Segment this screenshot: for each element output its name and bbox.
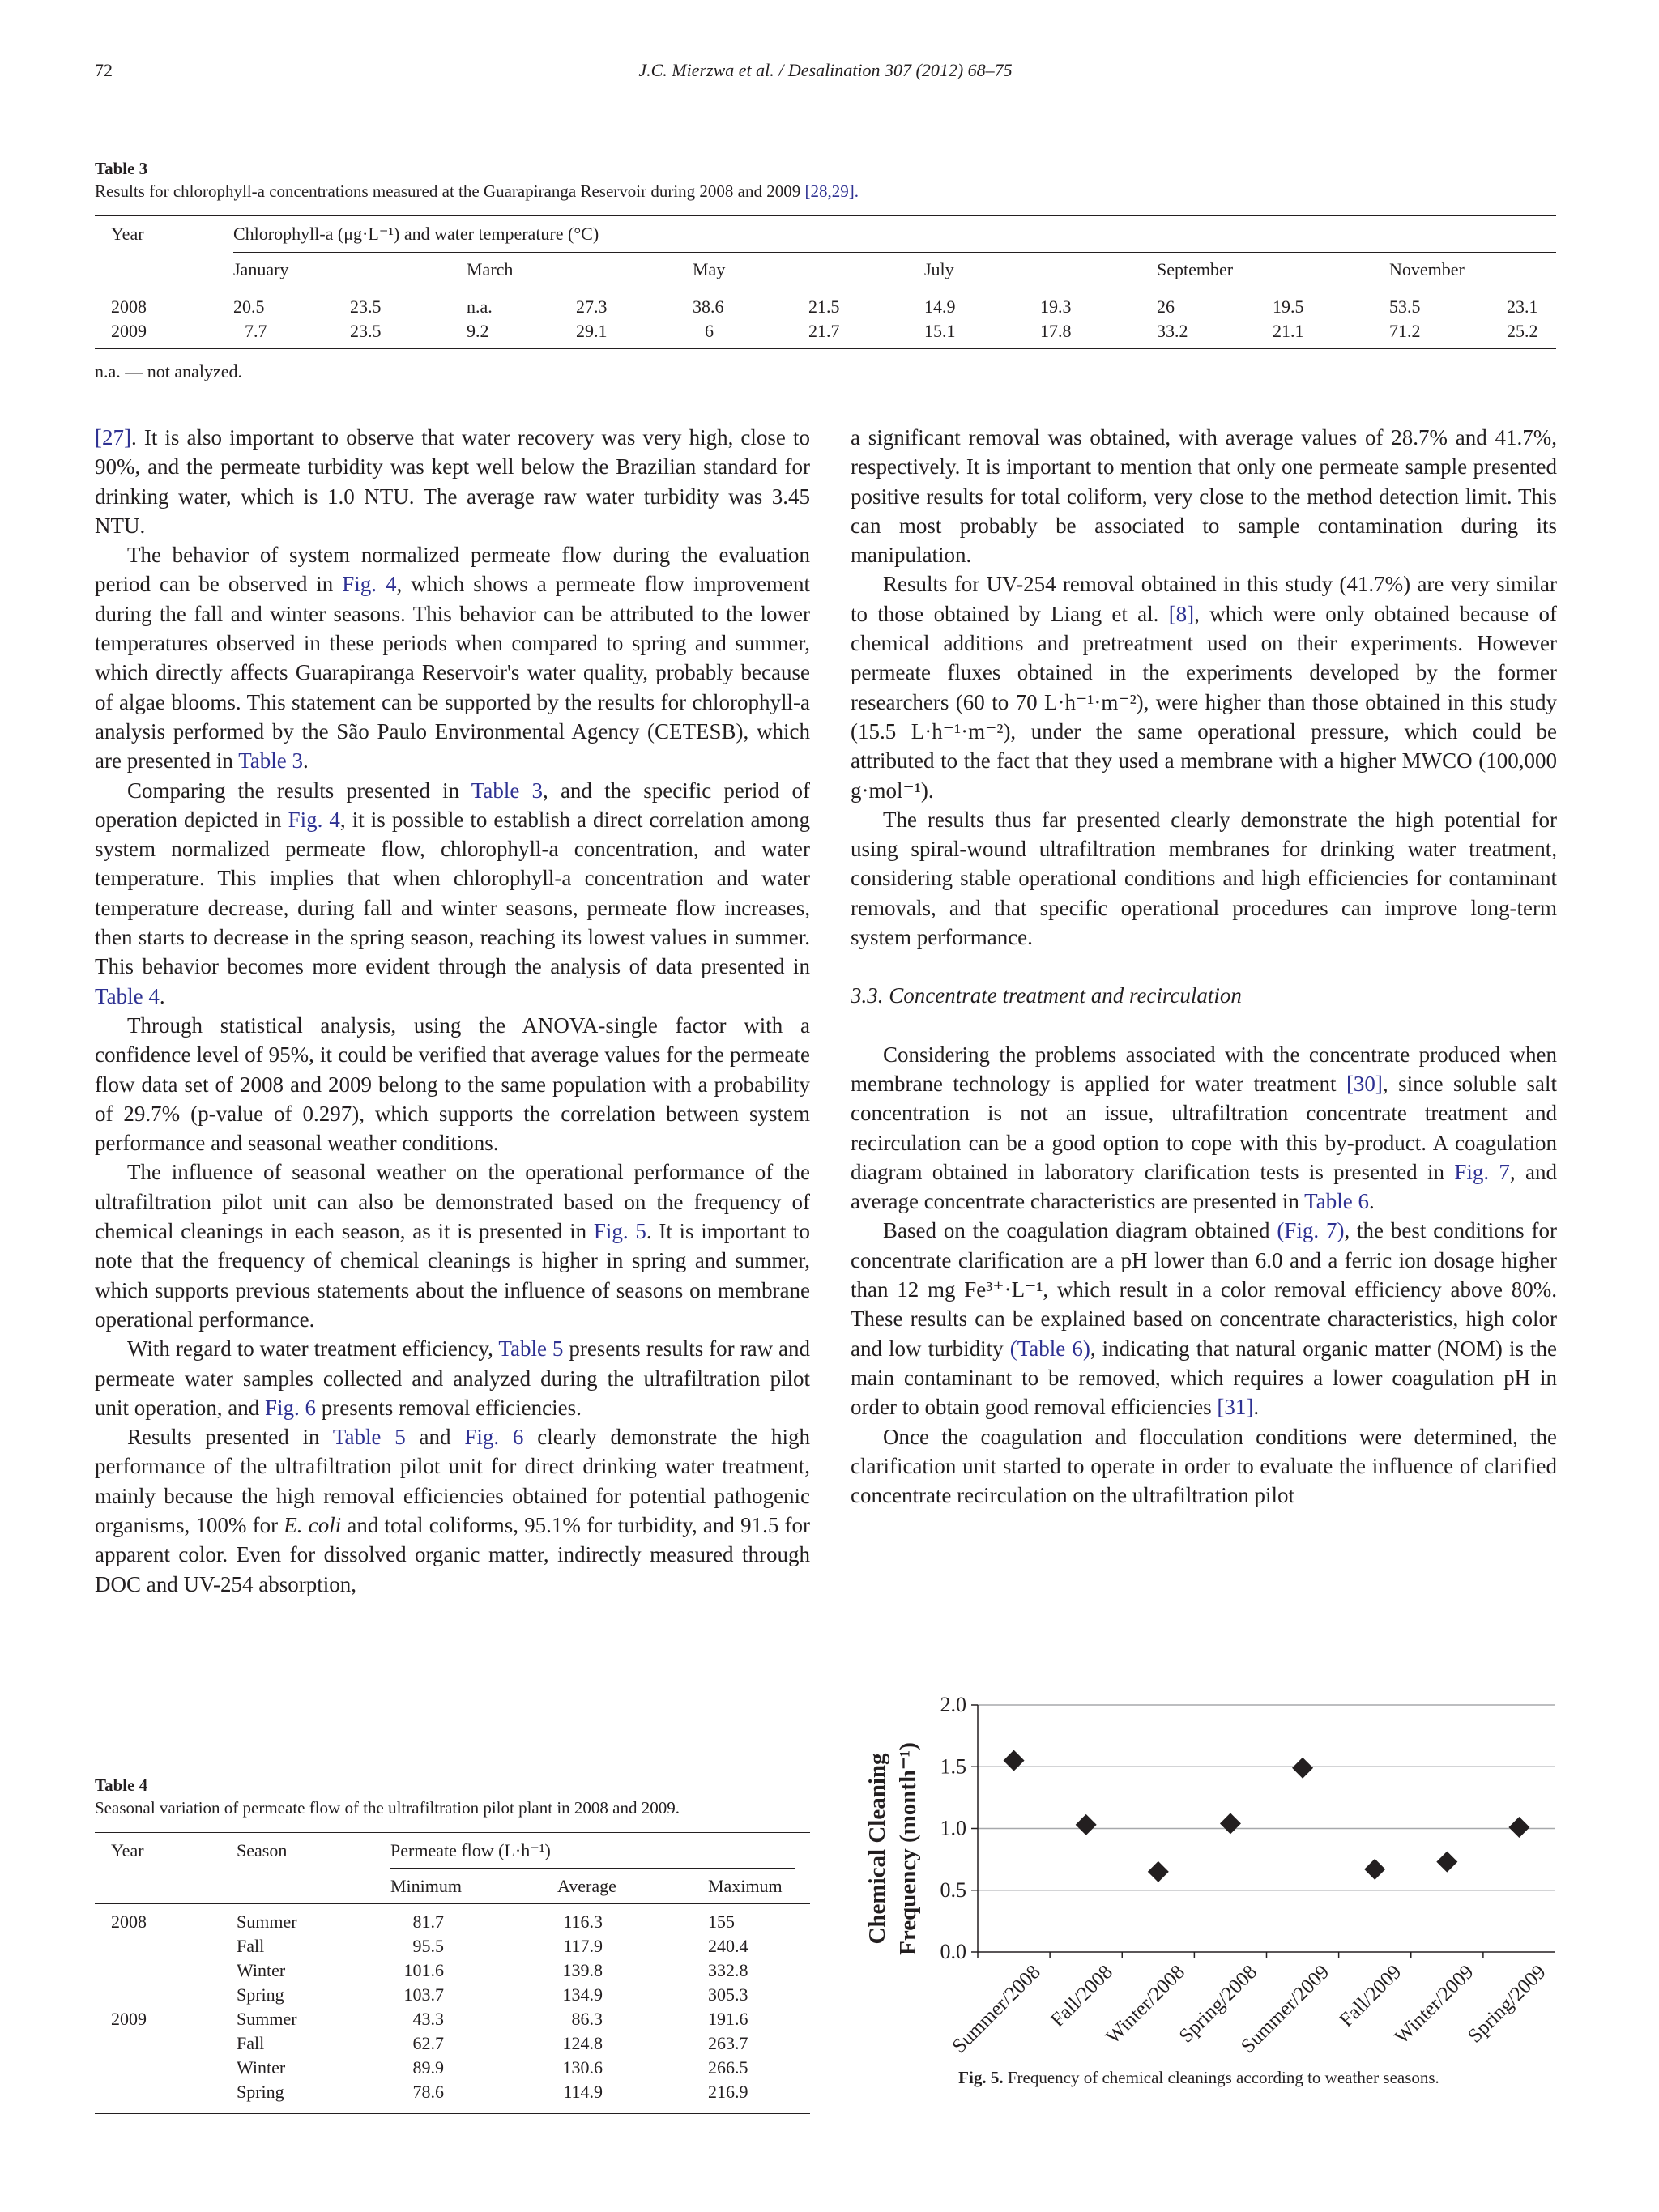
table-link[interactable]: Table 5 xyxy=(332,1425,406,1450)
paragraph xyxy=(95,540,810,775)
table4-min: 89.9 xyxy=(412,2057,444,2078)
paragraph xyxy=(95,776,810,1011)
table4-subheader: Maximum xyxy=(708,1876,783,1896)
paragraph-text: . xyxy=(159,983,165,1008)
paragraph-text: Results presented in xyxy=(127,1425,333,1450)
x-tick-label: Winter/2008 xyxy=(1102,1961,1190,2048)
data-point xyxy=(1508,1817,1529,1838)
paragraph-text: Through statistical analysis, using the ANOVA-single factor with a confidence level of 95%, it could be verified that average values for the permeate flow data set of 2008 and 2009 belong to the same population with a probability of 29.7% (p-value of 0.297), which supports the correlation between system performance and seasonal weather conditions. xyxy=(95,1012,810,1156)
paragraph-text: . xyxy=(1253,1395,1260,1420)
paragraph-text: Based on the coagulation diagram obtained xyxy=(883,1218,1277,1243)
table4-season: Winter xyxy=(237,1960,286,1980)
table3-group-header: Chlorophyll-a (μg·L⁻¹) and water temperature (°C) xyxy=(233,224,599,244)
table3-cell: 9.2 xyxy=(467,321,489,341)
paragraph-text: Results for UV-254 removal obtained in this study (41.7%) are very similar to those obtained by Liang et al. xyxy=(851,572,1557,626)
paragraph-text: Comparing the results presented in xyxy=(127,778,471,803)
table4-avg: 124.8 xyxy=(562,2033,603,2053)
paragraph-text: The influence of seasonal weather on the operational performance of the ultrafiltration pilot unit can also be demonstrated based on the frequency of chemical cleanings in each season, as it is presented in xyxy=(95,1160,810,1244)
table4-caption-text: Seasonal variation of permeate flow of the ultrafiltration pilot plant in 2008 and 2009. xyxy=(95,1798,680,1818)
paragraph xyxy=(851,1040,1557,1217)
data-point xyxy=(1436,1852,1457,1873)
section-heading: 3.3. Concentrate treatment and recirculation xyxy=(851,983,1242,1008)
table4-max: 332.8 xyxy=(708,1960,748,1980)
paragraph xyxy=(95,1011,810,1157)
table3-bottom-rule xyxy=(95,348,1556,349)
table3-month: July xyxy=(924,259,954,279)
paragraph-text: , the best conditions for concentrate clarification are a pH lower than 6.0 and a ferric ion dosage higher than 12 mg Fe³⁺·L⁻¹, which result in a color removal efficiency above 80%. These results can be explained based on concentrate characteristics, high color and low turbidity xyxy=(851,1218,1558,1361)
paragraph-text: The results thus far presented clearly demonstrate the high potential for using spiral-wound ultrafiltration membranes for drinking water treatment, considering stable operational conditions and high efficiencies for contaminant removals, and that specific operational procedures can improve long-term system performance. xyxy=(851,807,1557,950)
table-link[interactable]: Table 6 xyxy=(1304,1189,1369,1214)
fig5-caption xyxy=(842,2068,1555,2088)
paragraph-text: , which shows a permeate flow improvement during the fall and winter seasons. This behavior can be attributed to the lower temperatures observed in these periods when compared to spring and summer, which directly affects Guarapiranga Reservoir's water quality, probably because of algae blooms. This statement can be supported by the results for chlorophyll-a analysis performed by the São Paulo Environmental Agency (CETESB), which are presented in xyxy=(95,572,810,774)
table-link[interactable]: Table 5 xyxy=(498,1336,564,1362)
table3-cell: 19.5 xyxy=(1273,296,1304,317)
table3-cell: 29.1 xyxy=(576,321,608,341)
data-point xyxy=(1148,1861,1169,1882)
paragraph-text: , indicating that natural organic matter (NOM) is the main contaminant to be removed, which requires a lower coagulation pH in order to obtain good removal efficiencies xyxy=(851,1336,1558,1420)
table4-max: 155 xyxy=(708,1912,735,1932)
table4-season: Winter xyxy=(237,2057,286,2078)
table4-year-header: Year xyxy=(111,1840,144,1860)
table3-cell: 33.2 xyxy=(1157,321,1188,341)
table4-season: Summer xyxy=(237,2009,297,2029)
table3-group-rule xyxy=(233,252,1556,253)
paragraph-text: . xyxy=(1369,1189,1375,1214)
table4-max: 263.7 xyxy=(708,2033,748,2053)
table3-cell: 71.2 xyxy=(1389,321,1421,341)
table4-label: Table 4 xyxy=(95,1775,148,1795)
table-link[interactable]: Table 3 xyxy=(238,748,304,774)
table4-bottom-rule xyxy=(95,2113,810,2114)
left-column-text xyxy=(95,423,810,1599)
table3-cell: 20.5 xyxy=(233,296,265,317)
x-tick-label: Spring/2008 xyxy=(1175,1961,1262,2048)
table4-year: 2008 xyxy=(111,1912,147,1932)
table3-cell: 25.2 xyxy=(1507,321,1538,341)
table3-cell: 14.9 xyxy=(924,296,956,317)
table3-month: January xyxy=(233,259,289,279)
right-column-text xyxy=(851,423,1557,1510)
paragraph-text: , and the specific period of operation depicted in xyxy=(95,778,811,832)
table4-min: 101.6 xyxy=(403,1960,444,1980)
y-tick-label: 2.0 xyxy=(940,1693,966,1716)
paragraph-text: a significant removal was obtained, with average values of 28.7% and 41.7%, respectively. It is important to mention that only one permeate sample presented positive results for total coliform, very close to the method detection limit. This can most probably be associated to sample contamination during its manipulation. xyxy=(851,425,1557,568)
table4-max: 216.9 xyxy=(708,2082,748,2102)
x-tick-label: Summer/2009 xyxy=(1237,1961,1334,2058)
data-point xyxy=(1364,1859,1385,1880)
paragraph xyxy=(95,1422,810,1599)
table4-min: 103.7 xyxy=(403,1984,444,2005)
table4-min: 78.6 xyxy=(412,2082,444,2102)
paragraph xyxy=(851,569,1557,804)
paragraph-text: , it is possible to establish a direct correlation among system normalized permeate flow, chlorophyll-a concentration, and water temperature. This implies that when chlorophyll-a concentration and water temperature decrease, during fall and winter seasons, permeate flow increases, then starts to decrease in the spring season, reaching its lowest values in summer. This behavior becomes more evident through the analysis of data presented in xyxy=(95,807,810,979)
x-tick-label: Winter/2009 xyxy=(1390,1961,1478,2048)
page-number: 72 xyxy=(95,60,113,80)
data-point xyxy=(1004,1750,1025,1771)
data-point xyxy=(1292,1758,1313,1779)
paragraph-text: presents removal efficiencies. xyxy=(315,1395,582,1420)
table4-min: 62.7 xyxy=(412,2033,444,2053)
y-tick-label: 1.0 xyxy=(940,1816,966,1840)
figure-link[interactable]: (Fig. 7) xyxy=(1277,1218,1345,1243)
table3-cell: 7.7 xyxy=(245,321,267,341)
y-tick-label: 0.5 xyxy=(940,1877,966,1902)
table4-subheader: Minimum xyxy=(390,1876,463,1896)
citation-link[interactable]: [8] xyxy=(1168,601,1195,626)
table4-avg: 117.9 xyxy=(563,1936,603,1956)
paragraph-text: The behavior of system normalized permeate flow during the evaluation period can be observed in xyxy=(95,543,810,597)
table4-group-header: Permeate flow (L·h⁻¹) xyxy=(390,1840,551,1860)
data-point xyxy=(1220,1813,1241,1834)
paragraph-text: , and average concentrate characteristics are presented in xyxy=(851,1159,1557,1214)
table4-min: 43.3 xyxy=(412,2009,444,2029)
x-tick-label: Summer/2008 xyxy=(948,1961,1045,2058)
table3-cell: 21.1 xyxy=(1273,321,1304,341)
table3-year-header: Year xyxy=(111,224,144,244)
table3-cell: 17.8 xyxy=(1040,321,1072,341)
figure-link[interactable]: Fig. 6 xyxy=(264,1395,316,1420)
table4-season: Summer xyxy=(237,1912,297,1932)
x-tick-label: Fall/2009 xyxy=(1335,1961,1406,2032)
table3-month: November xyxy=(1389,259,1465,279)
paragraph xyxy=(95,1334,810,1422)
paragraph xyxy=(95,423,810,540)
paragraph-text: , since soluble salt concentration is not an issue, ultrafiltration concentrate treatment and recirculation can be a good option to cope with this by-product. A coagulation diagram obtained in laboratory clarification tests is presented in xyxy=(851,1071,1557,1184)
table4-min: 81.7 xyxy=(412,1912,444,1932)
table3-month: September xyxy=(1157,259,1234,279)
table-link[interactable]: (Table 6) xyxy=(1009,1336,1090,1361)
table4-max: 191.6 xyxy=(708,2009,748,2029)
table3-caption-ref[interactable]: [28,29]. xyxy=(804,181,859,201)
paragraph xyxy=(95,1157,810,1334)
table3-year: 2008 xyxy=(111,296,147,317)
table4-avg: 114.9 xyxy=(563,2082,603,2102)
table3-cell: n.a. xyxy=(467,296,493,317)
paragraph xyxy=(851,1216,1557,1421)
table3-cell: 38.6 xyxy=(693,296,724,317)
paragraph-text: With regard to water treatment efficiency, xyxy=(127,1336,499,1362)
table3-year: 2009 xyxy=(111,321,147,341)
table4-min: 95.5 xyxy=(412,1936,444,1956)
table3-cell: 19.3 xyxy=(1040,296,1072,317)
figure-link[interactable]: Fig. 5 xyxy=(593,1219,646,1244)
table3-cell: 21.5 xyxy=(808,296,840,317)
table3-cell: 53.5 xyxy=(1389,296,1421,317)
table4-avg: 130.6 xyxy=(562,2057,603,2078)
table4-header-rule xyxy=(95,1903,810,1904)
paragraph-text: . It is also important to observe that water recovery was very high, close to 90%, and the permeate turbidity was kept well below the Brazilian standard for drinking water, which is 1.0 NTU. The average raw water turbidity was 3.45 NTU. xyxy=(95,425,810,538)
table4-max: 266.5 xyxy=(708,2057,748,2078)
table3-cell: 23.5 xyxy=(350,296,382,317)
table4-season-header: Season xyxy=(237,1840,288,1860)
journal-citation: J.C. Mierzwa et al. / Desalination 307 (2012) 68–75 xyxy=(638,60,1013,80)
table4-group-rule xyxy=(390,1868,795,1869)
table3-caption-text: Results for chlorophyll-a concentrations measured at the Guarapiranga Reservoir during 2008 and 2009 xyxy=(95,181,801,201)
table3-month: May xyxy=(693,259,726,279)
paragraph-text: . xyxy=(303,748,309,774)
table4-year: 2009 xyxy=(111,2009,147,2029)
paragraph-text: Considering the problems associated with the concentrate produced when membrane technology is applied for water treatment xyxy=(851,1042,1557,1096)
y-axis-label: Frequency (month⁻¹) xyxy=(895,1742,921,1955)
x-tick-label: Fall/2008 xyxy=(1047,1961,1117,2032)
figure-link[interactable]: Fig. 6 xyxy=(464,1425,524,1450)
table3-cell: 15.1 xyxy=(924,321,956,341)
figure-link[interactable]: Fig. 4 xyxy=(288,807,340,832)
table3-cell: 6 xyxy=(705,321,714,341)
table3-cell: 23.1 xyxy=(1507,296,1538,317)
table3-cell: 23.5 xyxy=(350,321,382,341)
running-header xyxy=(95,60,1556,92)
table-link[interactable]: Table 4 xyxy=(95,983,160,1008)
table3-cell: 26 xyxy=(1157,296,1175,317)
paragraph-text: presents results for raw and permeate water samples collected and analyzed during the ultrafiltration pilot unit operation, and xyxy=(95,1336,810,1420)
figure-link[interactable]: Fig. 4 xyxy=(342,572,397,597)
table4-caption xyxy=(95,1774,810,1819)
table-link[interactable]: Table 3 xyxy=(471,778,544,803)
y-axis-label: Chemical Cleaning xyxy=(864,1753,890,1945)
table3-cell: 21.7 xyxy=(808,321,840,341)
table4-avg: 134.9 xyxy=(562,1984,603,2005)
table4-season: Spring xyxy=(237,1984,284,2005)
table4-avg: 86.3 xyxy=(571,2009,603,2029)
paragraph-text: clearly demonstrate the high performance of the ultrafiltration pilot unit for direct drinking water treatment, mainly because the high removal efficiencies obtained for potential pathogenic organisms, 100% for xyxy=(95,1425,811,1537)
paragraph xyxy=(851,805,1557,952)
table4-avg: 116.3 xyxy=(563,1912,603,1932)
table3-footnote: n.a. — not analyzed. xyxy=(95,361,243,381)
table4-season: Fall xyxy=(237,2033,265,2053)
data-point xyxy=(1076,1814,1097,1835)
paragraph-text: Once the coagulation and flocculation conditions were determined, the clarification unit started to operate in order to evaluate the influence of clarified concentrate recirculation on the ultrafiltration pilot xyxy=(851,1424,1557,1508)
paragraph-text: and xyxy=(405,1425,465,1450)
fig5-caption-label: Fig. 5. xyxy=(958,2068,1004,2087)
paragraph xyxy=(851,423,1557,569)
species-name: E. coli xyxy=(284,1512,342,1537)
paragraph-text: . It is important to note that the frequency of chemical cleanings is higher in spring and summer, which supports previous statements about the influence of seasons on membrane operational performance. xyxy=(95,1219,810,1332)
paragraph-text: and total coliforms, 95.1% for turbidity, and 91.5 for apparent color. Even for dissolved organic matter, indirectly measured through DOC and UV-254 absorption, xyxy=(95,1512,810,1596)
table4-avg: 139.8 xyxy=(562,1960,603,1980)
table3-top-rule xyxy=(95,215,1556,216)
table3-month: March xyxy=(467,259,514,279)
table3-caption xyxy=(95,157,1556,202)
table4-max: 240.4 xyxy=(708,1936,748,1956)
table4-season: Spring xyxy=(237,2082,284,2102)
table4-top-rule xyxy=(95,1832,810,1833)
table4-season: Fall xyxy=(237,1936,265,1956)
fig5-caption-text: Frequency of chemical cleanings according to weather seasons. xyxy=(1007,2068,1439,2087)
paragraph-text: , which were only obtained because of chemical additions and pretreatment used on their experiments. However permeate fluxes obtained in the experiments developed by the former researchers (60 to 70 L·h⁻¹·m⁻²), were higher than those obtained in this study (15.5 L·h⁻¹·m⁻²), under the same operational pressure, which could be attributed to the fact that they used a membrane with a higher MWCO (100,000 g·mol⁻¹). xyxy=(851,601,1557,803)
citation-link[interactable]: [31] xyxy=(1217,1395,1254,1420)
citation-link[interactable]: [27] xyxy=(95,425,131,450)
table4-subheader: Average xyxy=(557,1876,616,1896)
y-tick-label: 0.0 xyxy=(940,1940,966,1963)
fig5-chart xyxy=(842,1660,1555,2114)
table3-cell: 27.3 xyxy=(576,296,608,317)
x-tick-label: Spring/2009 xyxy=(1464,1961,1550,2048)
y-tick-label: 1.5 xyxy=(940,1754,966,1779)
citation-link[interactable]: [30] xyxy=(1346,1071,1383,1096)
figure-link[interactable]: Fig. 7 xyxy=(1454,1159,1510,1184)
paragraph xyxy=(851,1422,1557,1511)
table4-max: 305.3 xyxy=(708,1984,748,2005)
table3-label: Table 3 xyxy=(95,159,148,178)
